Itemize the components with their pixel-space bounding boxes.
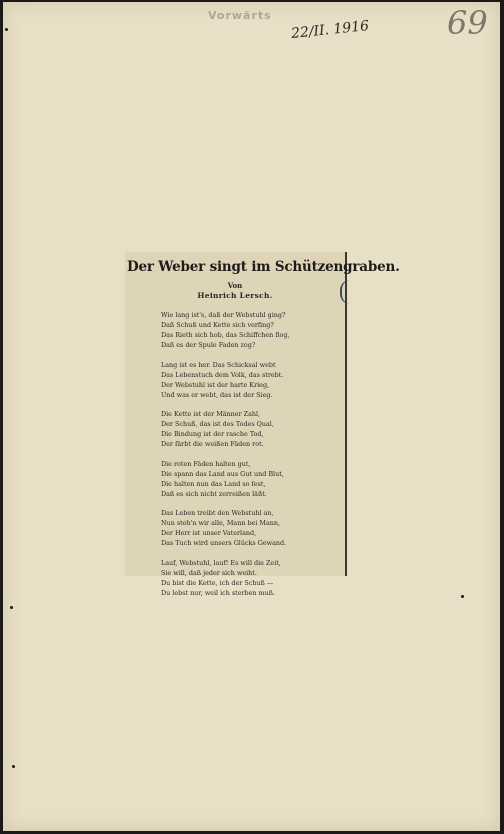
poem-line: Das Tuch wird unsers Glücks Gewand. (161, 539, 287, 547)
poem-line: Daß es der Spule Faden zog? (161, 341, 256, 349)
byline-von: Von (227, 281, 243, 290)
poem-line: Das Rieth sich hob, das Schiffchen flog, (161, 331, 290, 339)
newspaper-stamp: Vorwärts (208, 9, 272, 22)
poem-line: Das Lebenstuch dem Volk, das strebt. (161, 370, 284, 379)
poem-line: Du lebst nur, weil ich sterben muß. (161, 588, 276, 597)
poem-line: Wie lang ist's, daß der Webstuhl ging? (161, 311, 286, 319)
stanza (161, 508, 343, 548)
poem-line: Die spann das Land aus Gut und Blut, (161, 469, 284, 478)
poem-line: Daß Schuß und Kette sich verfing? (161, 321, 274, 329)
newspaper-clipping (125, 252, 400, 597)
poem-line: Lauf, Webstuhl, lauf! Es will die Zeit, (161, 558, 281, 567)
poem-body (161, 310, 343, 607)
poem-line: Der Schuß, das ist des Todes Qual, (161, 420, 274, 428)
stanza (161, 558, 343, 598)
stanza (161, 360, 343, 400)
poem-line: Der färbt die weißen Fäden rot. (161, 440, 264, 448)
poem-line: Der Webstuhl ist der harte Krieg, (161, 380, 270, 389)
poem-line: Die roten Fäden halten gut, (161, 459, 251, 468)
poem-line: Die Kette ist der Männer Zahl, (161, 410, 261, 418)
poem-line: Und was er webt, das ist der Sieg. (161, 390, 273, 399)
ink-speck (461, 595, 464, 598)
stanza (161, 310, 343, 350)
archive-sheet (3, 2, 500, 831)
pencil-bracket-mark (340, 280, 352, 304)
author-name: Heinrich Lersch. (197, 291, 273, 300)
stanza (161, 459, 343, 499)
poem-line: Die Bindung ist der rasche Tod, (161, 430, 264, 438)
poem-line: Lang ist es her. Das Schicksal webt (161, 360, 276, 369)
binding-hole (5, 28, 8, 31)
page-number: 69 (447, 4, 488, 42)
poem-line: Sie will, daß jeder sich weiht. (161, 568, 257, 577)
poem-line: Daß es sich nicht zerreißen läßt. (161, 489, 267, 498)
binding-hole (10, 606, 13, 609)
poem-line: Du bist die Kette, ich der Schuß — (161, 578, 274, 587)
poem-line: Das Leben treibt den Webstuhl an, (161, 509, 274, 517)
poem-title: Der Weber singt im Schützengraben. (127, 259, 400, 275)
stanza (161, 409, 343, 449)
poem-line: Die halten nun das Land so fest, (161, 479, 266, 488)
handwritten-date: 22/II. 1916 (290, 17, 370, 43)
poem-line: Nun steh'n wir alle, Mann bei Mann, (161, 519, 281, 527)
poem-line: Der Herr ist unser Vaterland, (161, 529, 257, 537)
binding-hole (12, 765, 15, 768)
